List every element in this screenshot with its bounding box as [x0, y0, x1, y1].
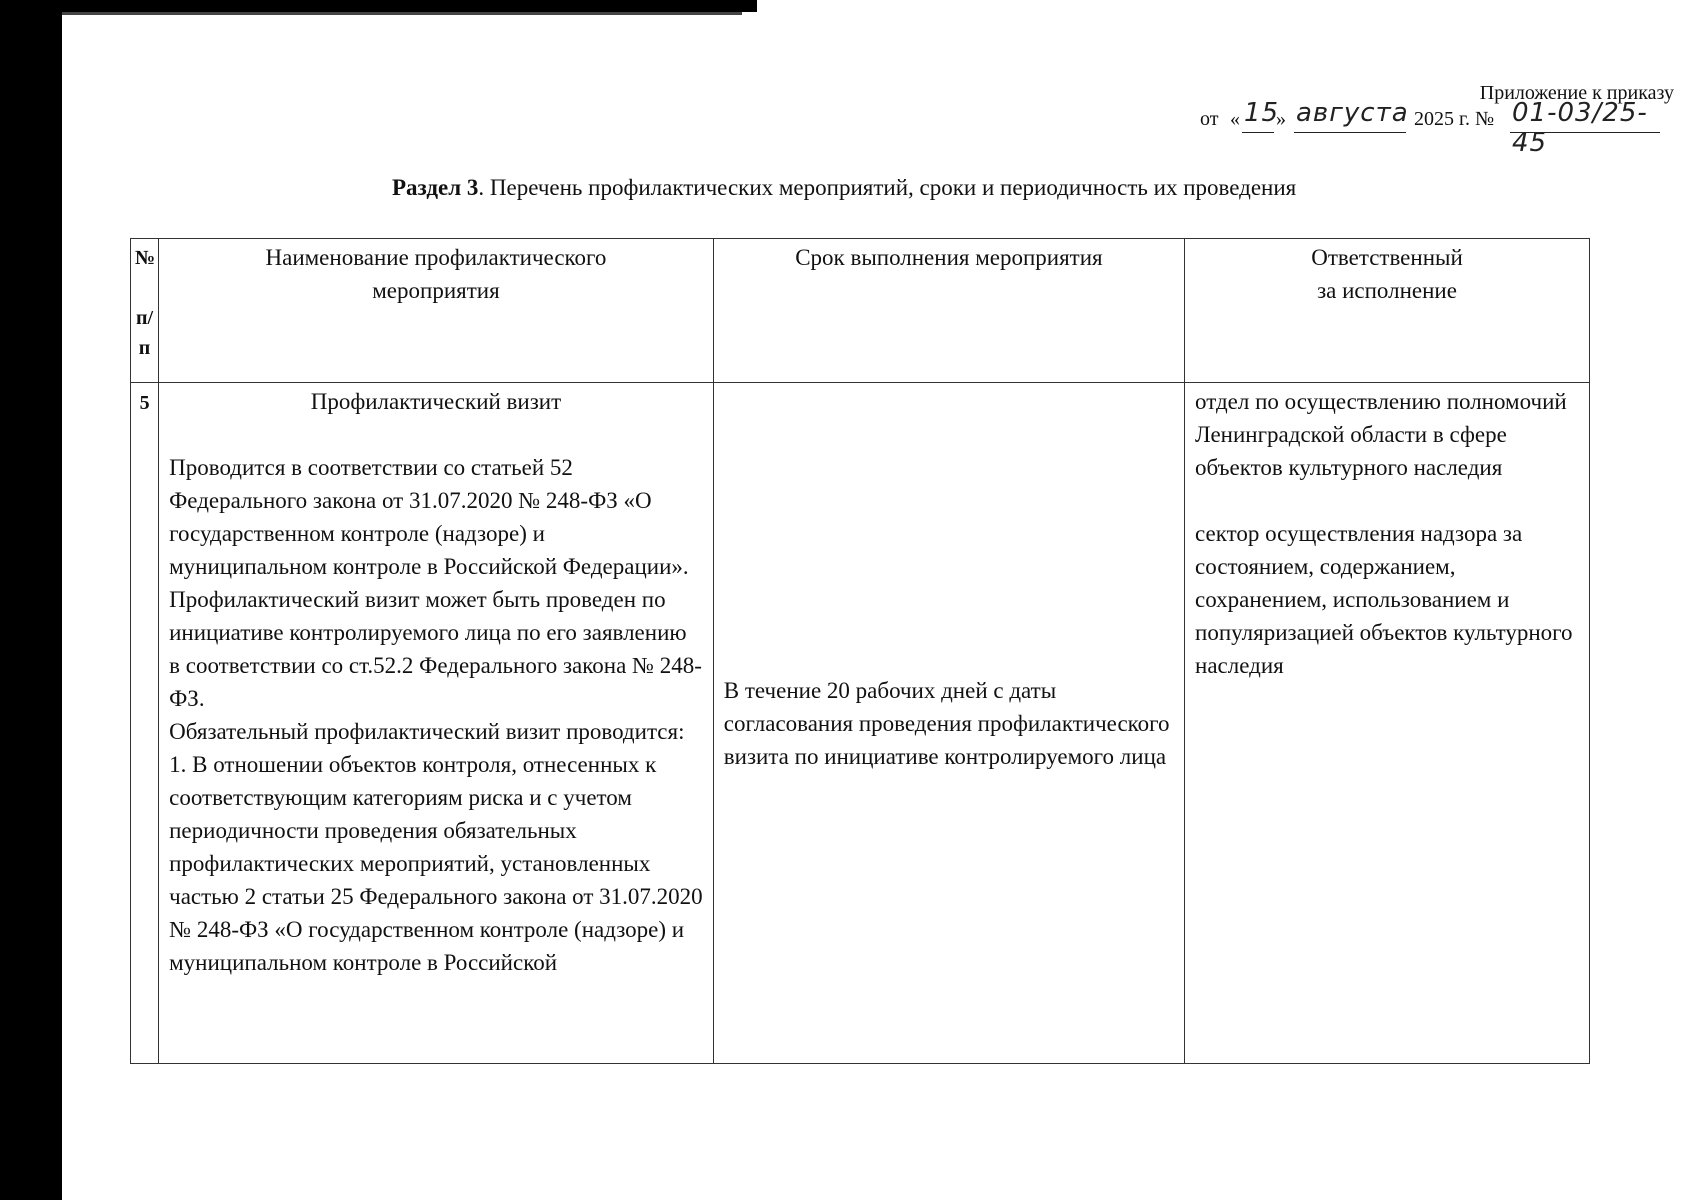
table-header-row [131, 239, 1590, 383]
row-responsible-cell [1185, 383, 1590, 1064]
row-responsible-sector: сектор осуществления надзора за состоянием, содержанием, сохранением, использованием и популяризацией объектов культурного наследия [1195, 521, 1573, 678]
from-label: от [1200, 108, 1219, 130]
measures-table [130, 238, 1590, 1064]
row-responsible-department: отдел по осуществлению полномочий Ленинградской области в сфере объектов культурного наследия [1195, 389, 1567, 480]
appendix-label: Приложение к приказу [1479, 82, 1674, 104]
row-measure-description: Проводится в соответствии со статьей 52 Федерального закона от 31.07.2020 № 248-ФЗ «О государственном контроле (надзоре) и муниципальном контроле в Российской Федерации». Профилактический визит может быть проведен по инициативе контролируемого лица по его заявлению в соответствии со ст.52.2 Федерального закона № 248-ФЗ. Обязательный профилактический визит проводится: 1. В отношении объектов контроля, отнесенных к соответствующим категориям риска и с учетом периодичности проведения обязательных профилактических мероприятий, установленных частью 2 статьи 25 Федерального закона от 31.07.2020 № 248-ФЗ «О государственном контроле (надзоре) и муниципальном контроле в Российской [169, 455, 703, 975]
row-measure-cell [159, 383, 714, 1064]
row-number: 5 [131, 383, 159, 1064]
day-close-quote: » [1276, 108, 1286, 130]
handwritten-order-number: 01-03/25-45 [1512, 98, 1648, 158]
scan-border-top [62, 0, 757, 12]
handwritten-month: августа [1296, 98, 1409, 128]
row-deadline: В течение 20 рабочих дней с даты согласования проведения профилактического визита по инициативе контролируемого лица [713, 383, 1184, 1064]
header-number: № п/ п [131, 239, 159, 383]
day-underline [1242, 132, 1274, 133]
scan-border-top-line [62, 12, 742, 15]
year-label: 2025 г. № [1414, 108, 1495, 130]
header-measure-name: Наименование профилактического мероприятия [159, 239, 714, 383]
section-label: Раздел 3 [392, 175, 479, 200]
month-underline [1294, 132, 1406, 133]
section-title [392, 175, 1296, 201]
header-responsible: Ответственный за исполнение [1185, 239, 1590, 383]
header-deadline: Срок выполнения мероприятия [713, 239, 1184, 383]
row-measure-title: Профилактический визит [310, 389, 562, 414]
order-reference [1200, 98, 1680, 158]
number-underline [1510, 132, 1660, 133]
section-title-text: . Перечень профилактических мероприятий, сроки и периодичность их проведения [478, 175, 1297, 200]
table-row [131, 383, 1590, 1064]
scan-border-left [0, 0, 62, 1200]
handwritten-day: 15 [1244, 98, 1280, 128]
day-open-quote: « [1230, 108, 1240, 130]
